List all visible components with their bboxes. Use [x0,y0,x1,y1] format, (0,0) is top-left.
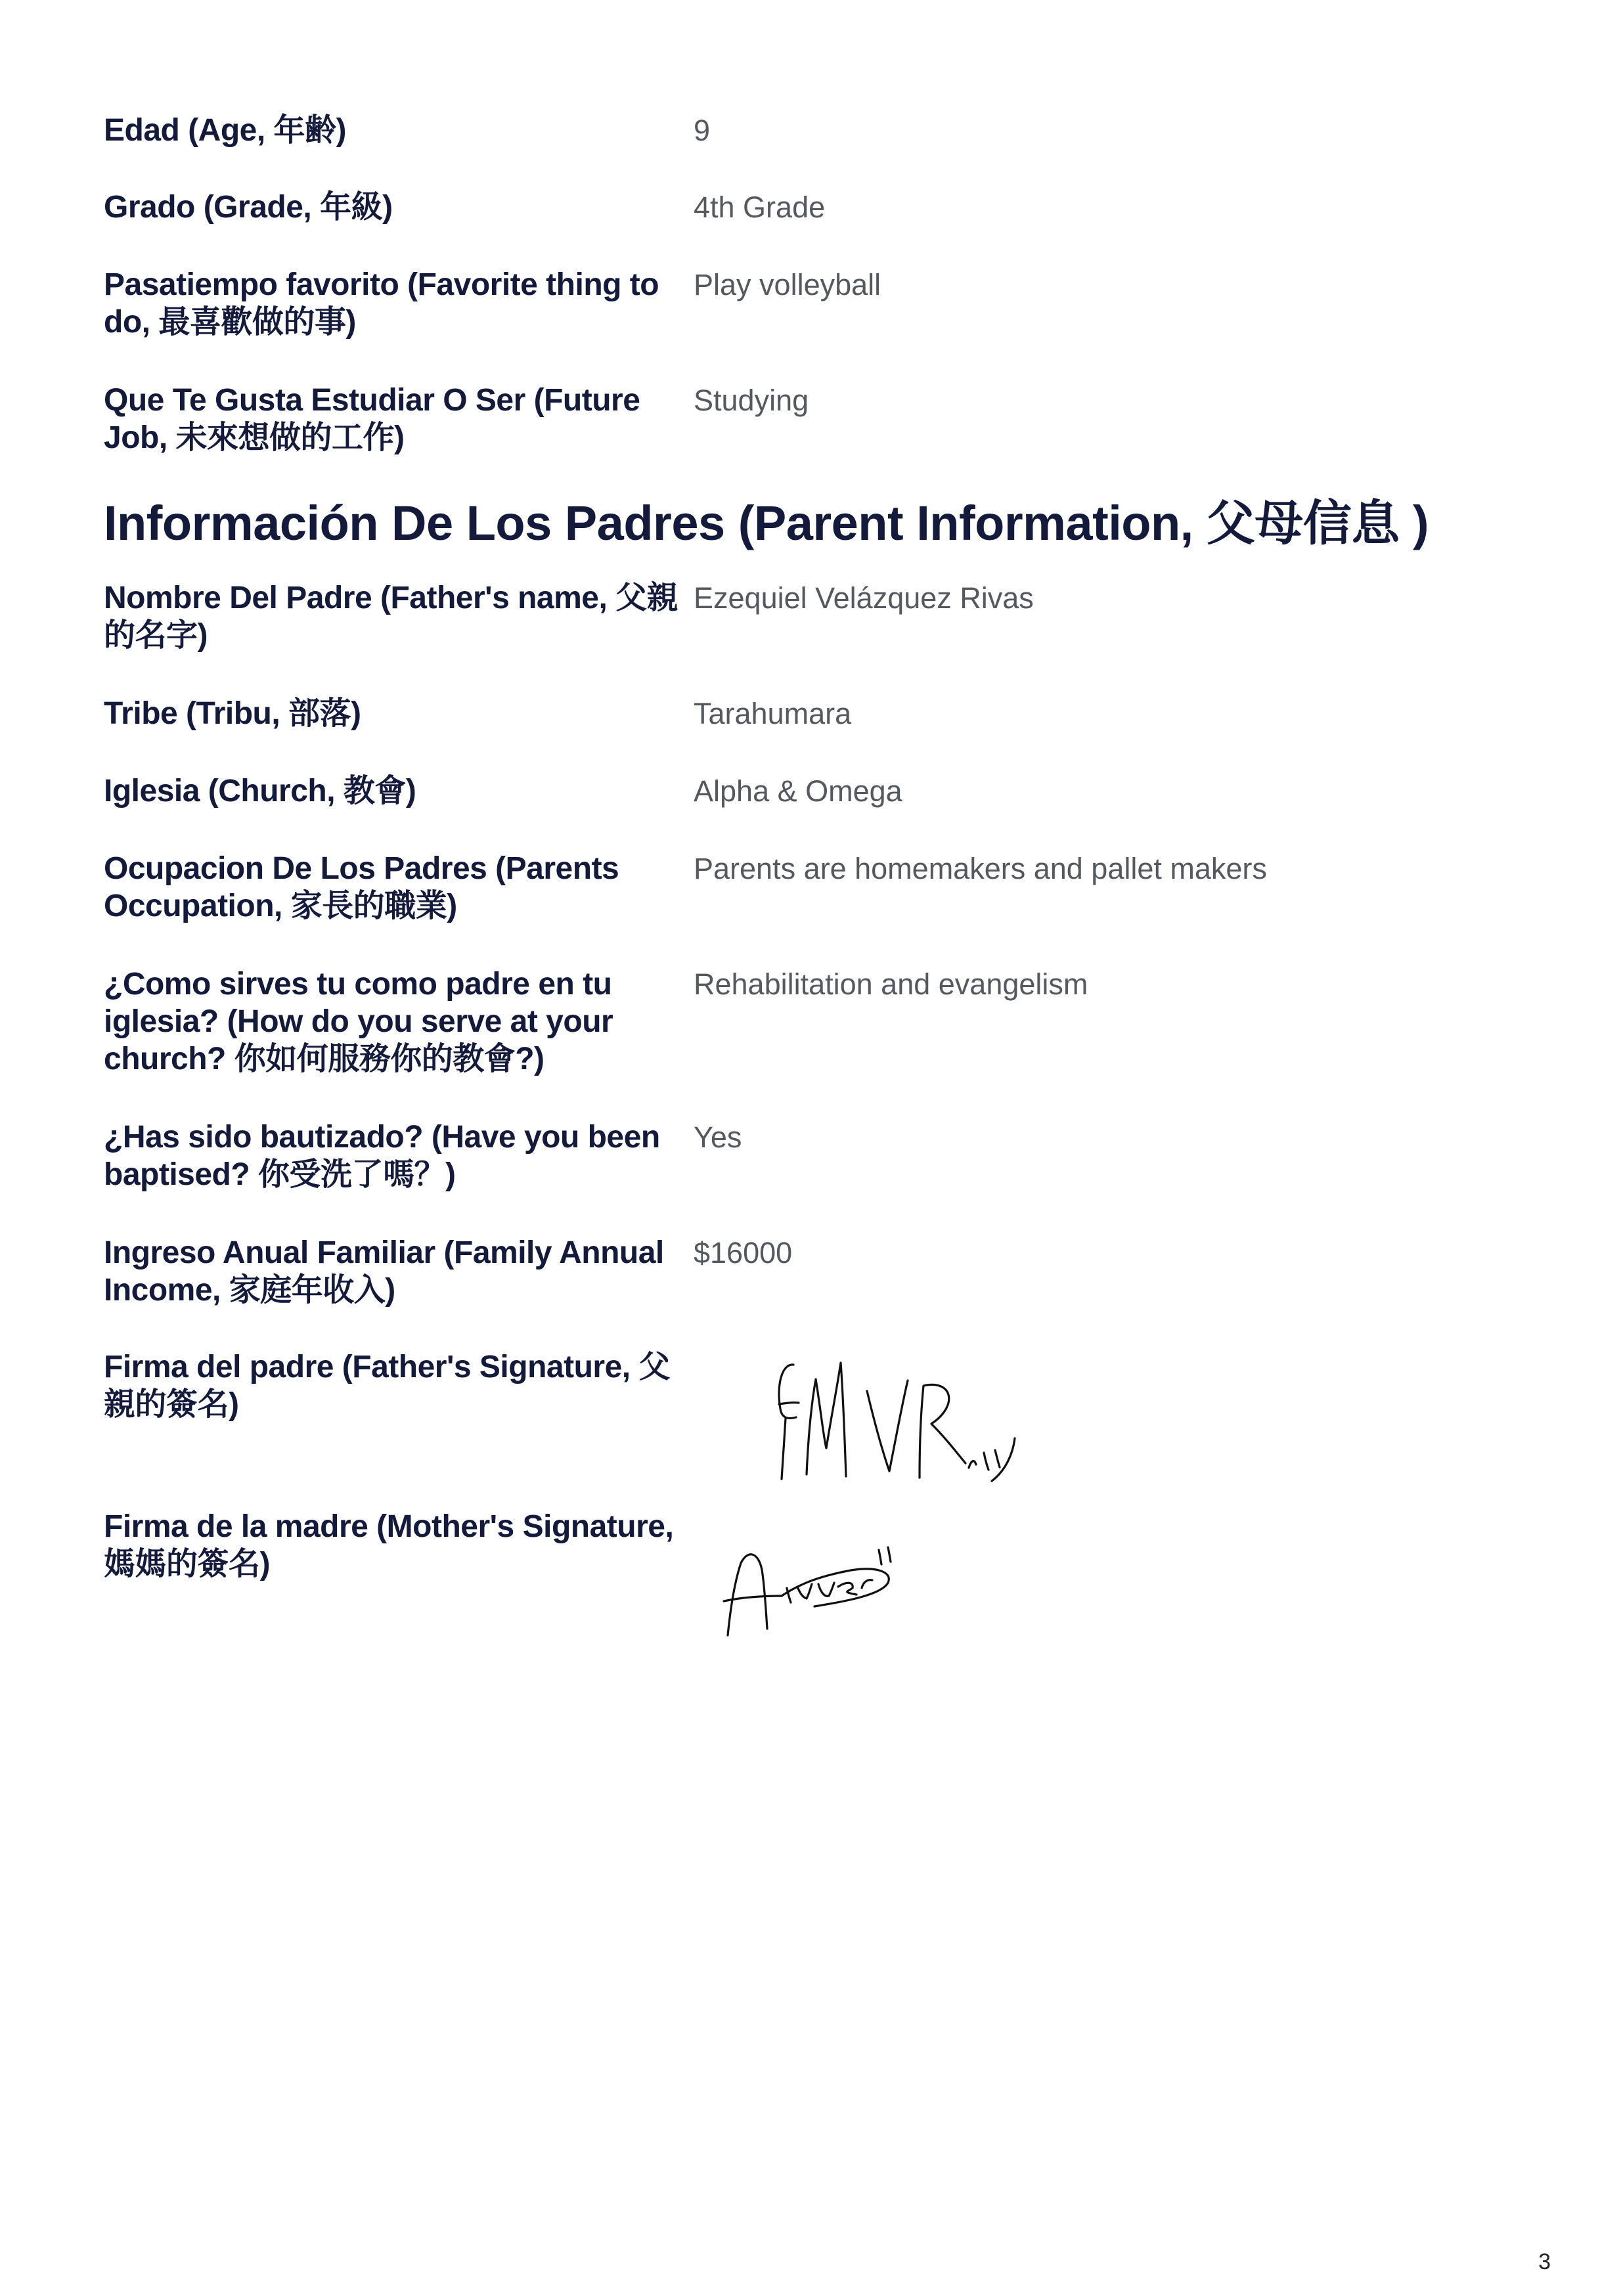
field-label-baptised: ¿Has sido bautizado? (Have you been baptised? 你受洗了嗎？) [104,1120,660,1192]
field-label-favorite-thing: Pasatiempo favorito (Favorite thing to do, 最喜歡做的事) [104,267,659,340]
field-value-church: Alpha & Omega [694,774,902,808]
field-label-age: Edad (Age, 年齢) [104,113,347,148]
field-value-age: 9 [694,114,711,147]
field-label-grade: Grado (Grade, 年級) [104,190,393,225]
field-label-family-income: Ingreso Anual Familiar (Family Annual Income, 家庭年收入) [104,1235,664,1308]
field-value-tribe: Tarahumara [694,697,852,730]
field-value-parents-occupation: Parents are homemakers and pallet makers [694,852,1267,885]
field-label-father-signature: Firma del padre (Father's Signature, 父親的簽名) [104,1350,670,1422]
field-value-favorite-thing: Play volleyball [694,268,881,301]
field-value-baptised: Yes [694,1120,742,1154]
field-value-family-income: $16000 [694,1236,793,1269]
field-label-future-job: Que Te Gusta Estudiar O Ser (Future Job, 未來想做的工作) [104,383,640,455]
mother-signature-image [716,1511,913,1642]
field-label-father-name: Nombre Del Padre (Father's name, 父親的名字) [104,581,678,653]
field-label-church-service: ¿Como sirves tu como padre en tu iglesia? (How do you serve at your church? 你如何服務你的教會?) [104,967,613,1076]
field-label-parents-occupation: Ocupacion De Los Padres (Parents Occupation, 家長的職業) [104,851,619,923]
field-label-tribe: Tribe (Tribu, 部落) [104,696,361,731]
father-signature-image [755,1340,1031,1491]
field-value-future-job: Studying [694,384,809,417]
field-label-church: Iglesia (Church, 教會) [104,774,416,808]
field-value-father-name: Ezequiel Velázquez Rivas [694,581,1034,615]
field-label-mother-signature: Firma de la madre (Mother's Signature, 媽媽的簽名) [104,1509,674,1581]
section-heading-parent-information: Información De Los Padres (Parent Information, 父母信息 ) [104,496,1429,550]
page-number: 3 [1538,2249,1551,2274]
field-value-grade: 4th Grade [694,190,826,224]
field-value-church-service: Rehabilitation and evangelism [694,967,1088,1001]
